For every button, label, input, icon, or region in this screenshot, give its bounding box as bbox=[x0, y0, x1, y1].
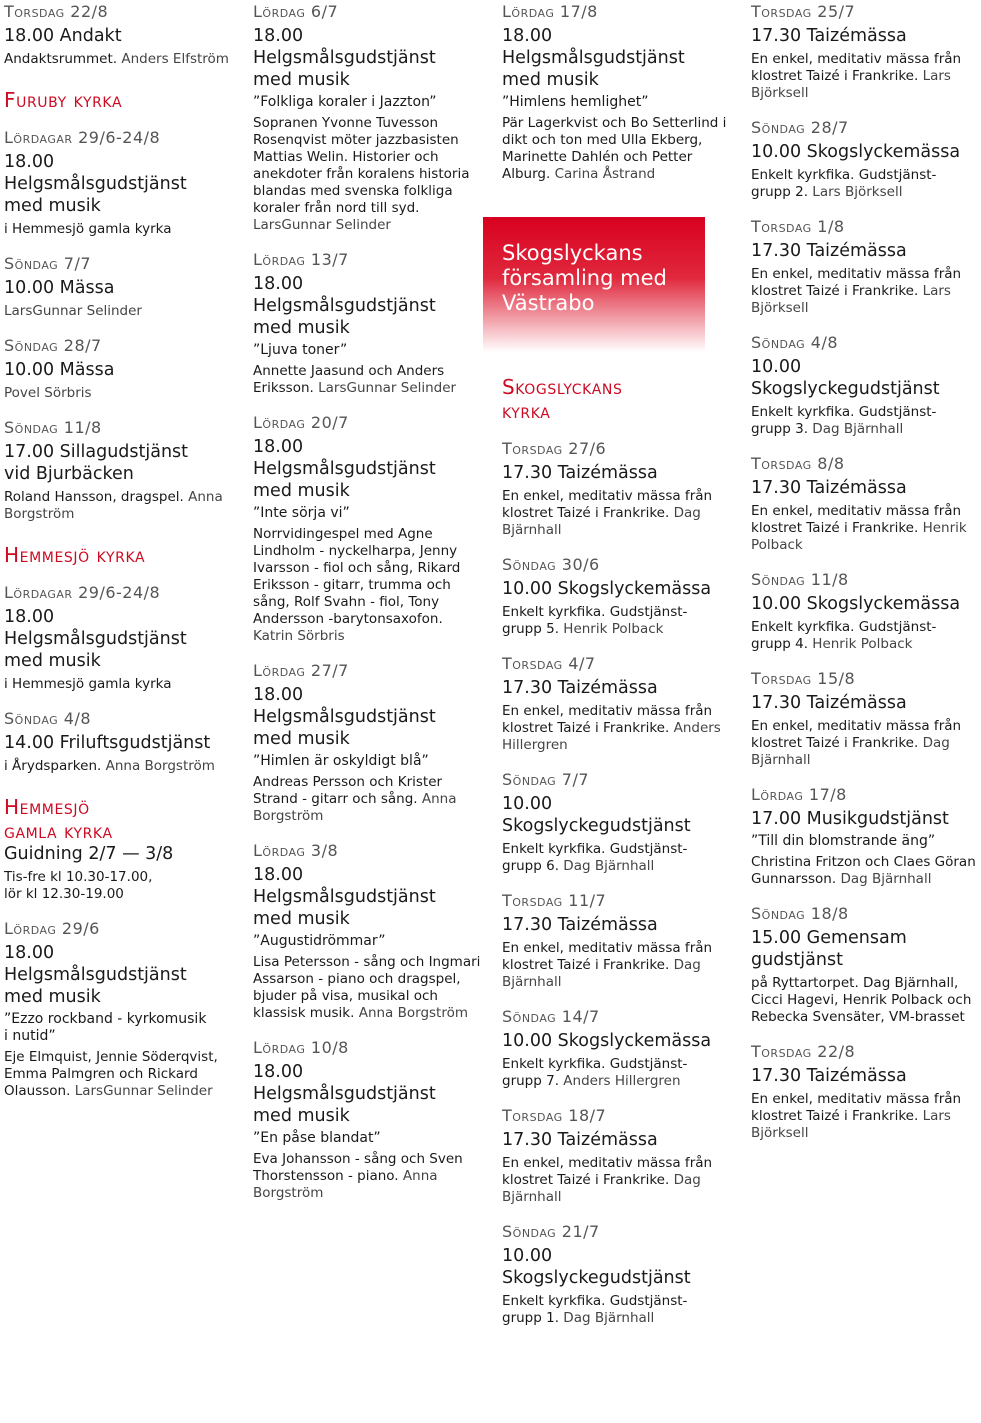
officiant-name: Anders Hillergren bbox=[563, 1073, 681, 1089]
event-title-text: 17.30 Taizémässa bbox=[751, 26, 907, 46]
event-subtitle-text: ”Till din blomstrande äng” bbox=[751, 833, 936, 849]
event-description-text: Lisa Petersson - sång och Ingmari Assarson - piano och dragspel, bjuder på visa, musikal och klassisk musik. bbox=[253, 954, 481, 1021]
event-title bbox=[4, 25, 234, 47]
event-description-text: Sopranen Yvonne Tuvesson Rosenqvist möter jazzbasisten Mattias Welin. Historier och anekdoter från koralens historia blandas med svenska folkliga koraler från nord till syd. bbox=[253, 115, 470, 216]
event-subtitle-text: ”Folkliga koraler i Jazzton” bbox=[253, 94, 437, 110]
event-description-text: En enkel, meditativ mässa från klostret Taizé i Frankrike. bbox=[502, 703, 713, 736]
event-subtitle bbox=[502, 94, 732, 111]
event-description-text: En enkel, meditativ mässa från klostret Taizé i Frankrike. bbox=[502, 940, 713, 973]
day-heading bbox=[253, 661, 483, 680]
event-description bbox=[751, 619, 981, 653]
day-heading bbox=[751, 118, 981, 137]
event-description bbox=[4, 385, 234, 402]
day-heading-text: Söndag 4/8 bbox=[4, 709, 92, 728]
event-title bbox=[502, 462, 732, 484]
event-subtitle bbox=[751, 833, 981, 850]
event-title-text: 15.00 Gemensam gudstjänst bbox=[751, 928, 907, 970]
event-description-text: i Hemmesjö gamla kyrka bbox=[4, 221, 172, 237]
day-heading bbox=[751, 217, 981, 236]
day-heading-text: Torsdag 4/7 bbox=[502, 654, 596, 673]
event-subtitle-text: ”Ljuva toner” bbox=[253, 342, 348, 358]
church-heading-text: Furuby kyrka bbox=[4, 88, 123, 112]
event-title bbox=[253, 684, 483, 750]
event-title bbox=[253, 864, 483, 930]
event-title-text: 18.00 Andakt bbox=[4, 26, 122, 46]
day-heading bbox=[253, 2, 483, 21]
day-heading bbox=[4, 418, 234, 437]
event-description bbox=[502, 841, 732, 875]
event-description-text: Roland Hansson, dragspel. bbox=[4, 489, 184, 505]
day-heading-text: Lördagar 29/6-24/8 bbox=[4, 128, 161, 147]
event-subtitle-text: ”Augustidrömmar” bbox=[253, 933, 386, 949]
day-heading bbox=[751, 2, 981, 21]
event-title-text: 18.00 Helgsmålsgudstjänst med musik bbox=[253, 437, 436, 501]
event-description-text: En enkel, meditativ mässa från klostret Taizé i Frankrike. bbox=[751, 51, 962, 84]
event-description bbox=[4, 221, 234, 238]
day-heading-text: Lördag 27/7 bbox=[253, 661, 349, 680]
officiant-name: LarsGunnar Selinder bbox=[4, 303, 142, 319]
event-description bbox=[502, 115, 732, 183]
event-description bbox=[4, 489, 234, 523]
event-title-text: 18.00 Helgsmålsgudstjänst med musik bbox=[502, 26, 685, 90]
event-description bbox=[751, 404, 981, 438]
day-heading-text: Torsdag 18/7 bbox=[502, 1106, 607, 1125]
event-description-text: En enkel, meditativ mässa från klostret Taizé i Frankrike. bbox=[751, 266, 962, 299]
event-title bbox=[4, 942, 234, 1008]
event-description-text: på Ryttartorpet. Dag Bjärnhall, Cicci Hagevi, Henrik Polback och Rebecka Svensäter, VM-brasset bbox=[751, 975, 972, 1025]
event-description-text: En enkel, meditativ mässa från klostret Taizé i Frankrike. bbox=[751, 503, 962, 536]
day-heading bbox=[751, 904, 981, 923]
officiant-name: Lars Björksell bbox=[812, 184, 903, 200]
event-description bbox=[502, 604, 732, 638]
event-subtitle bbox=[253, 94, 483, 111]
day-heading bbox=[502, 1007, 732, 1026]
event-description-text: En enkel, meditativ mässa från klostret Taizé i Frankrike. bbox=[502, 488, 713, 521]
event-description-text: Andaktsrummet. bbox=[4, 51, 118, 67]
day-heading-text: Söndag 30/6 bbox=[502, 555, 600, 574]
event-subtitle-text: ”Ezzo rockband - kyrkomusik i nutid” bbox=[4, 1011, 207, 1044]
event-description-text: Pär Lagerkvist och Bo Setterlind i dikt och ton med Ulla Ekberg, Marinette Dahlén och Petter Alburg. bbox=[502, 115, 727, 182]
event-title bbox=[4, 732, 234, 754]
event-description bbox=[502, 1155, 732, 1206]
event-title-text: 18.00 Helgsmålsgudstjänst med musik bbox=[253, 685, 436, 749]
event-title bbox=[751, 477, 981, 499]
event-title-text: 17.30 Taizémässa bbox=[502, 678, 658, 698]
event-title bbox=[253, 1061, 483, 1127]
event-description bbox=[4, 869, 234, 903]
day-heading-text: Torsdag 11/7 bbox=[502, 891, 607, 910]
day-heading-text: Söndag 11/8 bbox=[751, 570, 849, 589]
event-title bbox=[751, 1065, 981, 1087]
event-title-text: 10.00 Skogslyckemässa bbox=[502, 579, 712, 599]
day-heading bbox=[4, 583, 234, 602]
church-heading-text: Hemmesjö gamla kyrka bbox=[4, 795, 113, 843]
event-title-text: 17.30 Taizémässa bbox=[751, 1066, 907, 1086]
day-heading bbox=[502, 1106, 732, 1125]
day-heading-text: Söndag 18/8 bbox=[751, 904, 849, 923]
event-description bbox=[502, 940, 732, 991]
officiant-name: Anna Borgström bbox=[4, 489, 223, 522]
event-title-text: 10.00 Skogslyckemässa bbox=[751, 594, 961, 614]
day-heading-text: Torsdag 15/8 bbox=[751, 669, 856, 688]
event-description bbox=[502, 1056, 732, 1090]
officiant-name: Henrik Polback bbox=[812, 636, 913, 652]
event-title-text: 17.30 Taizémässa bbox=[502, 915, 658, 935]
officiant-name: Dag Bjärnhall bbox=[812, 421, 904, 437]
event-description-text: Enkelt kyrkfika. Gudstjänst- grupp 3. bbox=[751, 404, 937, 437]
day-heading bbox=[4, 919, 234, 938]
officiant-name: Henrik Polback bbox=[751, 520, 967, 553]
event-subtitle bbox=[253, 342, 483, 359]
event-title bbox=[502, 1129, 732, 1151]
day-heading-text: Lördag 10/8 bbox=[253, 1038, 349, 1057]
event-title bbox=[502, 1245, 732, 1289]
event-subtitle bbox=[253, 505, 483, 522]
day-heading-text: Torsdag 27/6 bbox=[502, 439, 607, 458]
day-heading-text: Lördag 29/6 bbox=[4, 919, 100, 938]
event-title-text: 18.00 Helgsmålsgudstjänst med musik bbox=[253, 26, 436, 90]
event-title-text: 17.30 Taizémässa bbox=[502, 1130, 658, 1150]
officiant-name: Henrik Polback bbox=[563, 621, 664, 637]
event-title-text: 17.30 Taizémässa bbox=[751, 478, 907, 498]
officiant-name: Lars Björksell bbox=[751, 283, 951, 316]
column-3 bbox=[502, 0, 732, 1327]
day-heading bbox=[4, 128, 234, 147]
day-heading-text: Torsdag 8/8 bbox=[751, 454, 845, 473]
church-heading-text: Hemmesjö kyrka bbox=[4, 543, 146, 567]
event-subtitle-text: ”En påse blandat” bbox=[253, 1130, 381, 1146]
event-title bbox=[751, 692, 981, 714]
day-heading-text: Lördag 17/8 bbox=[502, 2, 598, 21]
event-title-text: 17.30 Taizémässa bbox=[751, 241, 907, 261]
officiant-name: Anna Borgström bbox=[253, 1168, 438, 1201]
day-heading-text: Lördag 3/8 bbox=[253, 841, 339, 860]
officiant-name: Dag Bjärnhall bbox=[840, 871, 932, 887]
event-subtitle-text: ”Himlens hemlighet” bbox=[502, 94, 649, 110]
event-title-text: 18.00 Helgsmålsgudstjänst med musik bbox=[253, 1062, 436, 1126]
event-subtitle bbox=[4, 1011, 234, 1045]
event-description-text: Eva Johansson - sång och Sven Thorstensson - piano. bbox=[253, 1151, 463, 1184]
officiant-name: Dag Bjärnhall bbox=[751, 735, 950, 768]
officiant-name: LarsGunnar Selinder bbox=[253, 217, 391, 233]
event-description bbox=[751, 51, 981, 102]
event-title bbox=[751, 141, 981, 163]
event-description-text: i Årydsparken. bbox=[4, 758, 102, 774]
officiant-name: Anders Elfström bbox=[121, 51, 229, 67]
day-heading-text: Lördag 13/7 bbox=[253, 250, 349, 269]
event-title-text: 10.00 Skogslyckegudstjänst bbox=[502, 1246, 691, 1288]
event-title bbox=[4, 277, 234, 299]
event-description bbox=[253, 363, 483, 397]
day-heading-text: Söndag 7/7 bbox=[502, 770, 590, 789]
day-heading bbox=[751, 454, 981, 473]
officiant-name: Anna Borgström bbox=[358, 1005, 469, 1021]
event-title bbox=[502, 578, 732, 600]
officiant-name: Dag Bjärnhall bbox=[563, 858, 655, 874]
event-description bbox=[4, 676, 234, 693]
day-heading bbox=[253, 841, 483, 860]
event-description-text: Enkelt kyrkfika. Gudstjänst- grupp 4. bbox=[751, 619, 937, 652]
officiant-name: Dag Bjärnhall bbox=[502, 505, 701, 538]
event-title-text: 10.00 Skogslyckegudstjänst bbox=[502, 794, 691, 836]
event-description-text: Enkelt kyrkfika. Gudstjänst- grupp 1. bbox=[502, 1293, 688, 1326]
event-title-text: 10.00 Skogslyckegudstjänst bbox=[751, 357, 940, 399]
officiant-name: Anna Borgström bbox=[105, 758, 215, 774]
day-heading-text: Söndag 11/8 bbox=[4, 418, 102, 437]
church-heading bbox=[4, 543, 234, 567]
event-description-text: Tis-fre kl 10.30-17.00, lör kl 12.30-19.00 bbox=[4, 869, 153, 902]
event-title-text: 17.00 Sillagudstjänst vid Bjurbäcken bbox=[4, 442, 189, 484]
event-description bbox=[4, 758, 234, 775]
day-heading-text: Söndag 7/7 bbox=[4, 254, 92, 273]
event-description-text: Enkelt kyrkfika. Gudstjänst- grupp 7. bbox=[502, 1056, 688, 1089]
event-title bbox=[253, 436, 483, 502]
day-heading-text: Söndag 28/7 bbox=[751, 118, 849, 137]
event-description-text: En enkel, meditativ mässa från klostret Taizé i Frankrike. bbox=[751, 1091, 962, 1124]
day-heading bbox=[4, 336, 234, 355]
event-description-text: Annette Jaasund och Anders Eriksson. bbox=[253, 363, 445, 396]
day-heading-text: Torsdag 25/7 bbox=[751, 2, 856, 21]
day-heading-text: Lördag 17/8 bbox=[751, 785, 847, 804]
church-heading bbox=[4, 795, 234, 843]
event-title-text: 18.00 Helgsmålsgudstjänst med musik bbox=[4, 607, 187, 671]
day-heading bbox=[751, 333, 981, 352]
column-4 bbox=[751, 0, 981, 1142]
event-description bbox=[253, 1151, 483, 1202]
event-title-text: 10.00 Mässa bbox=[4, 278, 115, 298]
event-title bbox=[751, 927, 981, 971]
event-title bbox=[4, 151, 234, 217]
event-description bbox=[751, 1091, 981, 1142]
event-description-text: i Hemmesjö gamla kyrka bbox=[4, 676, 172, 692]
church-heading bbox=[502, 375, 732, 423]
event-title bbox=[751, 593, 981, 615]
event-title bbox=[502, 1030, 732, 1052]
event-description-text: En enkel, meditativ mässa från klostret Taizé i Frankrike. bbox=[751, 718, 962, 751]
event-title bbox=[4, 359, 234, 381]
officiant-name: Carina Åstrand bbox=[554, 166, 656, 182]
day-heading-text: Lördag 20/7 bbox=[253, 413, 349, 432]
event-title bbox=[253, 25, 483, 91]
event-title-text: 10.00 Mässa bbox=[4, 360, 115, 380]
event-description bbox=[751, 718, 981, 769]
event-title bbox=[751, 240, 981, 262]
day-heading-text: Söndag 4/8 bbox=[751, 333, 839, 352]
officiant-name: Lars Björksell bbox=[751, 1108, 951, 1141]
event-description-text: Enkelt kyrkfika. Gudstjänst- grupp 5. bbox=[502, 604, 688, 637]
event-description bbox=[751, 854, 981, 888]
officiant-name: Anna Borgström bbox=[253, 791, 457, 824]
officiant-name: Lars Björksell bbox=[751, 68, 951, 101]
day-heading bbox=[4, 254, 234, 273]
event-description bbox=[751, 266, 981, 317]
day-heading bbox=[751, 1042, 981, 1061]
event-description bbox=[253, 774, 483, 825]
parish-banner-text: Skogslyckans församling med Västrabo bbox=[502, 241, 667, 315]
parish-banner bbox=[483, 217, 705, 352]
event-description bbox=[502, 703, 732, 754]
church-heading bbox=[4, 88, 234, 112]
officiant-name: Dag Bjärnhall bbox=[502, 957, 701, 990]
day-heading bbox=[751, 785, 981, 804]
day-heading-text: Lördagar 29/6-24/8 bbox=[4, 583, 161, 602]
event-title bbox=[4, 606, 234, 672]
event-title bbox=[502, 914, 732, 936]
event-description bbox=[4, 51, 234, 68]
officiant-name: Katrin Sörbris bbox=[253, 628, 345, 644]
event-description-text: Christina Fritzon och Claes Göran Gunnarsson. bbox=[751, 854, 976, 887]
day-heading bbox=[502, 1222, 732, 1241]
event-title-text: 18.00 Helgsmålsgudstjänst med musik bbox=[4, 943, 187, 1007]
event-title-text: 18.00 Helgsmålsgudstjänst med musik bbox=[4, 152, 187, 216]
event-subtitle-text: ”Inte sörja vi” bbox=[253, 505, 350, 521]
event-description bbox=[4, 303, 234, 320]
event-description bbox=[751, 975, 981, 1026]
day-heading-text: Torsdag 1/8 bbox=[751, 217, 845, 236]
officiant-name: Dag Bjärnhall bbox=[563, 1310, 655, 1326]
event-description-text: Norrvidingespel med Agne Lindholm - nyckelharpa, Jenny Ivarsson - fiol och sång, Rikard Eriksson - gitarr, trumma och sång, Rolf Svahn - fiol, Tony Andersson -barytonsaxofon. bbox=[253, 526, 461, 627]
event-title bbox=[751, 356, 981, 400]
event-subtitle bbox=[253, 1130, 483, 1147]
officiant-name: Dag Bjärnhall bbox=[502, 1172, 701, 1205]
day-heading bbox=[502, 439, 732, 458]
officiant-name: Anders Hillergren bbox=[502, 720, 721, 753]
event-title-text: 17.30 Taizémässa bbox=[751, 693, 907, 713]
event-title bbox=[502, 793, 732, 837]
officiant-name: LarsGunnar Selinder bbox=[318, 380, 457, 396]
day-heading bbox=[502, 2, 732, 21]
event-description bbox=[4, 1049, 234, 1100]
event-description-text: Andreas Persson och Krister Strand - gitarr och sång. bbox=[253, 774, 443, 807]
event-title-text: 17.30 Taizémässa bbox=[502, 463, 658, 483]
event-title-text: 10.00 Skogslyckemässa bbox=[502, 1031, 712, 1051]
event-description bbox=[502, 488, 732, 539]
event-title-text: 10.00 Skogslyckemässa bbox=[751, 142, 961, 162]
event-description bbox=[502, 1293, 732, 1327]
event-description-text: Enkelt kyrkfika. Gudstjänst- grupp 2. bbox=[751, 167, 937, 200]
day-heading-text: Söndag 14/7 bbox=[502, 1007, 600, 1026]
event-description-text: Eje Elmquist, Jennie Söderqvist, Emma Palmgren och Rickard Olausson. bbox=[4, 1049, 218, 1099]
event-title bbox=[502, 25, 732, 91]
day-heading bbox=[253, 250, 483, 269]
event-title-text: 17.00 Musikgudstjänst bbox=[751, 809, 949, 829]
event-title-text: 14.00 Friluftsgudstjänst bbox=[4, 733, 211, 753]
column-1 bbox=[4, 0, 234, 1100]
event-description bbox=[253, 526, 483, 645]
day-heading-text: Torsdag 22/8 bbox=[4, 2, 109, 21]
event-title bbox=[253, 273, 483, 339]
day-heading-text: Torsdag 22/8 bbox=[751, 1042, 856, 1061]
day-heading bbox=[502, 555, 732, 574]
day-heading bbox=[253, 1038, 483, 1057]
event-subtitle bbox=[253, 933, 483, 950]
event-description bbox=[751, 167, 981, 201]
day-heading bbox=[502, 770, 732, 789]
officiant-name: LarsGunnar Selinder bbox=[74, 1083, 213, 1099]
day-heading bbox=[502, 891, 732, 910]
event-title-text: 18.00 Helgsmålsgudstjänst med musik bbox=[253, 274, 436, 338]
day-heading bbox=[4, 709, 234, 728]
event-description bbox=[751, 503, 981, 554]
event-description-text: Enkelt kyrkfika. Gudstjänst- grupp 6. bbox=[502, 841, 688, 874]
event-description bbox=[253, 954, 483, 1022]
day-heading bbox=[502, 654, 732, 673]
event-subtitle-text: ”Himlen är oskyldigt blå” bbox=[253, 753, 429, 769]
day-heading-text: Söndag 21/7 bbox=[502, 1222, 600, 1241]
event-title bbox=[4, 441, 234, 485]
event-title bbox=[751, 25, 981, 47]
church-heading-text: Skogslyckans kyrka bbox=[502, 375, 623, 423]
event-title bbox=[751, 808, 981, 830]
day-heading-text: Lördag 6/7 bbox=[253, 2, 339, 21]
event-subtitle bbox=[253, 753, 483, 770]
event-title bbox=[4, 843, 234, 865]
officiant-name: Povel Sörbris bbox=[4, 385, 92, 401]
event-description bbox=[253, 115, 483, 234]
event-title-text: 18.00 Helgsmålsgudstjänst med musik bbox=[253, 865, 436, 929]
event-description-text: En enkel, meditativ mässa från klostret Taizé i Frankrike. bbox=[502, 1155, 713, 1188]
day-heading-text: Söndag 28/7 bbox=[4, 336, 102, 355]
event-title bbox=[502, 677, 732, 699]
day-heading bbox=[751, 669, 981, 688]
day-heading bbox=[751, 570, 981, 589]
day-heading bbox=[253, 413, 483, 432]
day-heading bbox=[4, 2, 234, 21]
column-2 bbox=[253, 0, 483, 1202]
event-title-text: Guidning 2/7 — 3/8 bbox=[4, 844, 174, 864]
